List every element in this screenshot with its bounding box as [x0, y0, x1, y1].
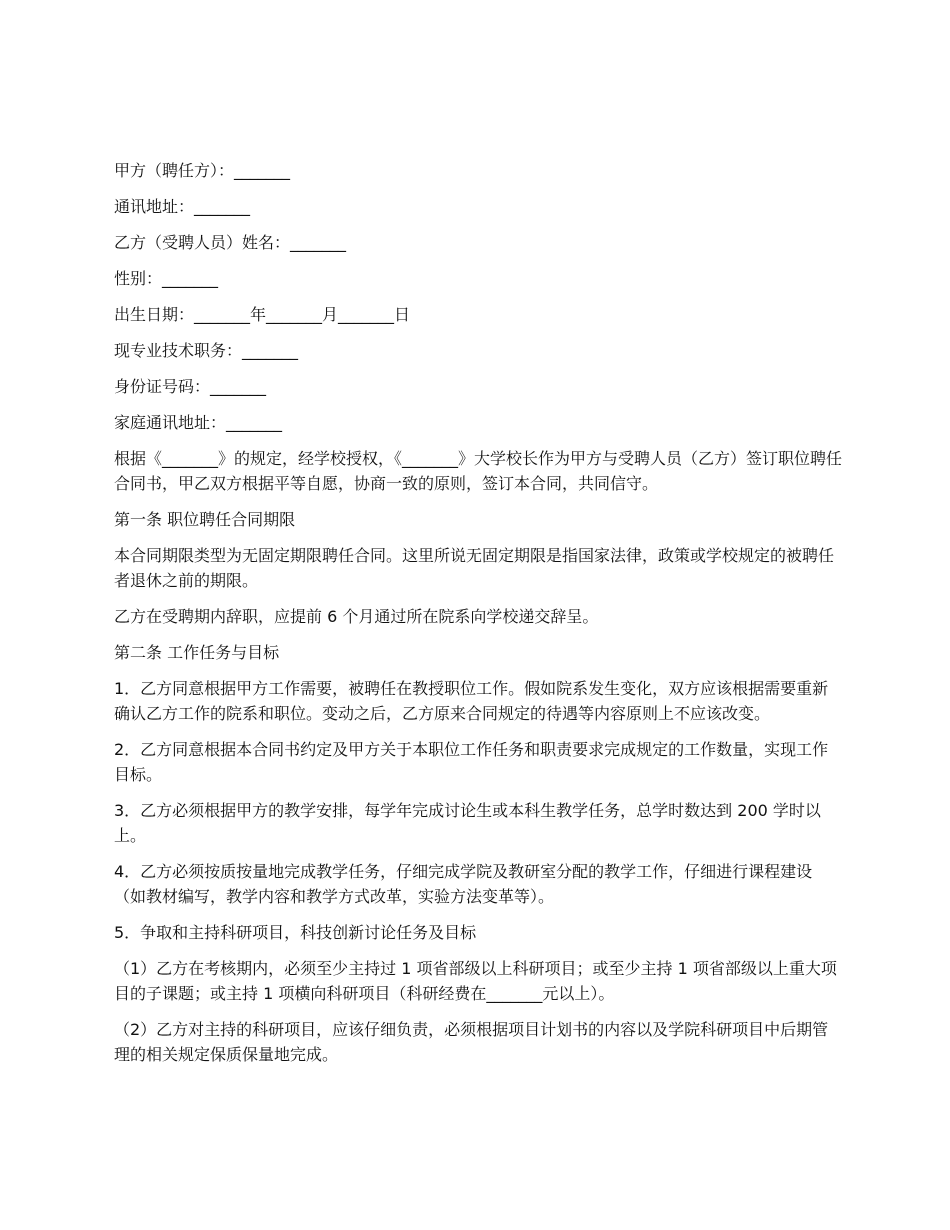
- article-2-item-4: 4．乙方必须按质按量地完成教学任务，仔细完成学院及教研室分配的教学工作，仔细进行课程建设（如教材编写，教学内容和教学方式改革，实验方法变革等）。: [114, 862, 813, 906]
- article-1-term-paragraph: 本合同期限类型为无固定期限聘任合同。这里所说无固定期限是指国家法律，政策或学校规定的被聘任者退休之前的期限。: [114, 546, 835, 590]
- birth-date-field: 出生日期：_______年_______月_______日: [114, 305, 411, 324]
- article-2-heading: 第二条 工作任务与目标: [114, 643, 280, 662]
- title-field: 现专业技术职务：_______: [114, 341, 299, 360]
- gender-field: 性别：_______: [114, 269, 219, 288]
- party-b-name-field: 乙方（受聘人员）姓名：_______: [114, 233, 347, 252]
- article-2-item-1: 1．乙方同意根据甲方工作需要，被聘任在教授职位工作。假如院系发生变化，双方应该根据需要重新确认乙方工作的院系和职位。变动之后，乙方原来合同规定的待遇等内容原则上不应该改变。: [114, 679, 829, 723]
- preamble-paragraph: 根据《_______》的规定，经学校授权，《_______》大学校长作为甲方与受聘人员（乙方）签订职位聘任合同书，甲乙双方根据平等自愿，协商一致的原则，签订本合同，共同信守。: [114, 449, 843, 493]
- id-number-field: 身份证号码：_______: [114, 377, 267, 396]
- article-2-item-5: 5．争取和主持科研项目，科技创新讨论任务及目标: [114, 923, 477, 942]
- home-address-field: 家庭通讯地址：_______: [114, 413, 283, 432]
- article-2-item-3: 3．乙方必须根据甲方的教学安排，每学年完成讨论生或本科生教学任务，总学时数达到 200 学时以上。: [114, 801, 821, 845]
- article-1-resignation-paragraph: 乙方在受聘期内辞职，应提前 6 个月通过所在院系向学校递交辞呈。: [114, 607, 599, 626]
- article-2-item-2: 2．乙方同意根据本合同书约定及甲方关于本职位工作任务和职责要求完成规定的工作数量，实现工作目标。: [114, 740, 829, 784]
- article-1-heading: 第一条 职位聘任合同期限: [114, 510, 296, 529]
- document-page: [114, 158, 844, 1078]
- party-a-field: 甲方（聘任方）：_______: [114, 161, 291, 180]
- address-field: 通讯地址：_______: [114, 197, 251, 216]
- article-2-item-5-sub-1: （1）乙方在考核期内，必须至少主持过 1 项省部级以上科研项目；或至少主持 1 项省部级以上重大项目的子课题；或主持 1 项横向科研项目（科研经费在_______元以上）。: [114, 959, 837, 1003]
- article-2-item-5-sub-2: （2）乙方对主持的科研项目，应该仔细负责，必须根据项目计划书的内容以及学院科研项目中后期管理的相关规定保质保量地完成。: [114, 1020, 829, 1064]
